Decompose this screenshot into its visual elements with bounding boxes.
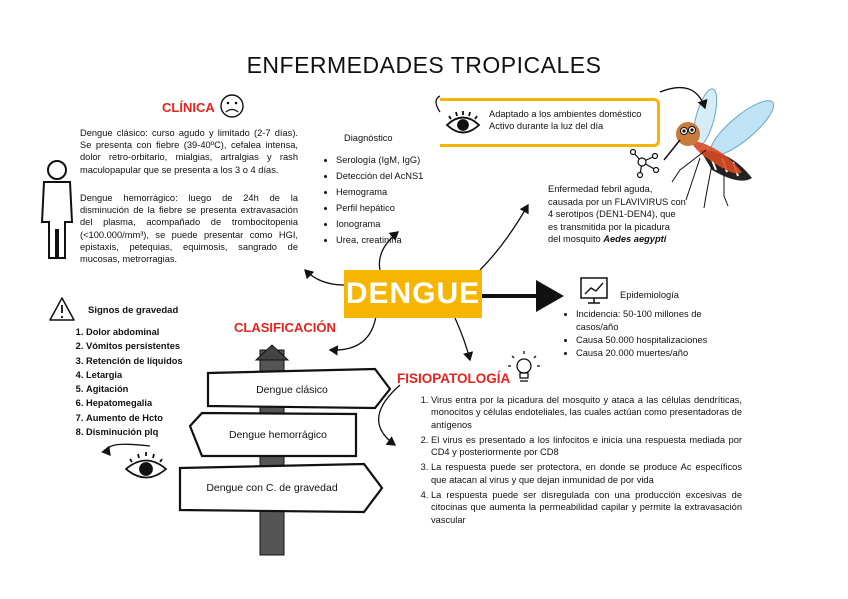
list-item: 2. Vómitos persistentes (86, 339, 220, 353)
list-item: 2. El virus es presentado a los linfocitos e inicia una respuesta mediada por CD4 y posteriormente por CD8 (431, 434, 742, 459)
list-item: 6. Hepatomegalia (86, 396, 220, 410)
list-item: 3. Retención de líquidos (86, 354, 220, 368)
list-item: • Urea, creatinina (336, 232, 472, 248)
signos-list (70, 325, 220, 439)
list-item: • Detección del AcNS1 (336, 168, 472, 184)
list-item: • Serología (IgM, IgG) (336, 152, 472, 168)
diagnostico-list (322, 152, 472, 248)
definicion-line: causada por un FLAVIVIRUS con (548, 196, 686, 207)
list-item: • Incidencia: 50-100 millones de casos/año (576, 308, 742, 334)
definicion-line: Enfermedad febril aguda, (548, 184, 653, 194)
diagnostico-heading: Diagnóstico (344, 133, 393, 143)
warning-icon (50, 298, 74, 320)
clinica-heading: CLÍNICA (162, 100, 215, 115)
list-item: 1. Dolor abdominal (86, 325, 220, 339)
clinica-text-2: Dengue hemorrágico: luego de 24h de la disminución de la fiebre se presenta extravasación del plasma, acompañado de trombocitopenia (<100.000/mm³), se puede presentar como HGI, epistaxis, petequias, equimosis, sangrado de mucosas, metrorragias. (80, 193, 298, 265)
list-item: 3. La respuesta puede ser protectora, en donde se produce Ac específicos que atacan al virus y que dejan inmunidad de por vida (431, 461, 742, 486)
eye-icon-bottom (126, 452, 166, 478)
dengue-center-box: DENGUE (344, 270, 482, 318)
sign-dengue-hemorragico: Dengue hemorrágico (228, 429, 328, 441)
molecule-icon (631, 150, 659, 178)
list-item: 5. Agitación (86, 382, 220, 396)
list-item: • Perfil hepático (336, 200, 472, 216)
vector-line-2: Activo durante la luz del día (489, 121, 604, 132)
person-icon (42, 161, 72, 258)
definicion-line: es transmitida por la picadura (548, 221, 670, 232)
clinica-text-1: Dengue clásico: curso agudo y limitado (2-7 días). Se presenta con fiebre (39-40ºC), cefalea intensa, dolor retro-orbitario, mialgias, artralgias y rash maculopapular que se presenta a los 3 o 4 días. (80, 128, 298, 175)
list-item: • Causa 50.000 hospitalizaciones (576, 334, 742, 347)
definicion-text (548, 183, 718, 246)
list-item: 1. Virus entra por la picadura del mosquito y ataca a las células dendríticas, monocitos y células endoteliales, las cuales actúan como presentadoras de antígenos (431, 394, 742, 431)
sad-face-icon (221, 95, 243, 117)
definicion-line: 4 serotipos (DEN1-DEN4), que (548, 209, 676, 220)
sign-dengue-gravedad: Dengue con C. de gravedad (206, 482, 338, 494)
trend-chart-icon (581, 278, 607, 303)
clasificacion-heading: CLASIFICACIÓN (234, 320, 336, 335)
species-name: Aedes aegypti (603, 234, 667, 245)
page-title: ENFERMEDADES TROPICALES (246, 52, 602, 78)
list-item: 7. Aumento de Hcto (86, 411, 220, 425)
list-item: • Hemograma (336, 184, 472, 200)
vector-line-1: Adaptado a los ambientes doméstico (489, 109, 642, 119)
epidemiologia-list (562, 308, 742, 360)
list-item: • Causa 20.000 muertes/año (576, 347, 742, 360)
light-bulb-icon (508, 351, 540, 381)
list-item: 4. La respuesta puede ser disregulada con una producción excesivas de citocinas que aumenta la permeabilidad capilar y permite la extravasación vascular (431, 489, 742, 526)
list-item: • Ionograma (336, 216, 472, 232)
epidemiologia-heading: Epidemiología (620, 290, 679, 300)
vector-text (489, 108, 659, 132)
list-item: 8. Disminución plq (86, 425, 220, 439)
sign-dengue-clasico: Dengue clásico (256, 384, 328, 396)
signos-heading: Signos de gravedad (88, 305, 179, 316)
fisiopatologia-list (415, 394, 742, 526)
list-item: 4. Letargia (86, 368, 220, 382)
fisiopatologia-heading: FISIOPATOLOGÍA (397, 371, 511, 386)
definicion-line: del mosquito (548, 234, 604, 245)
